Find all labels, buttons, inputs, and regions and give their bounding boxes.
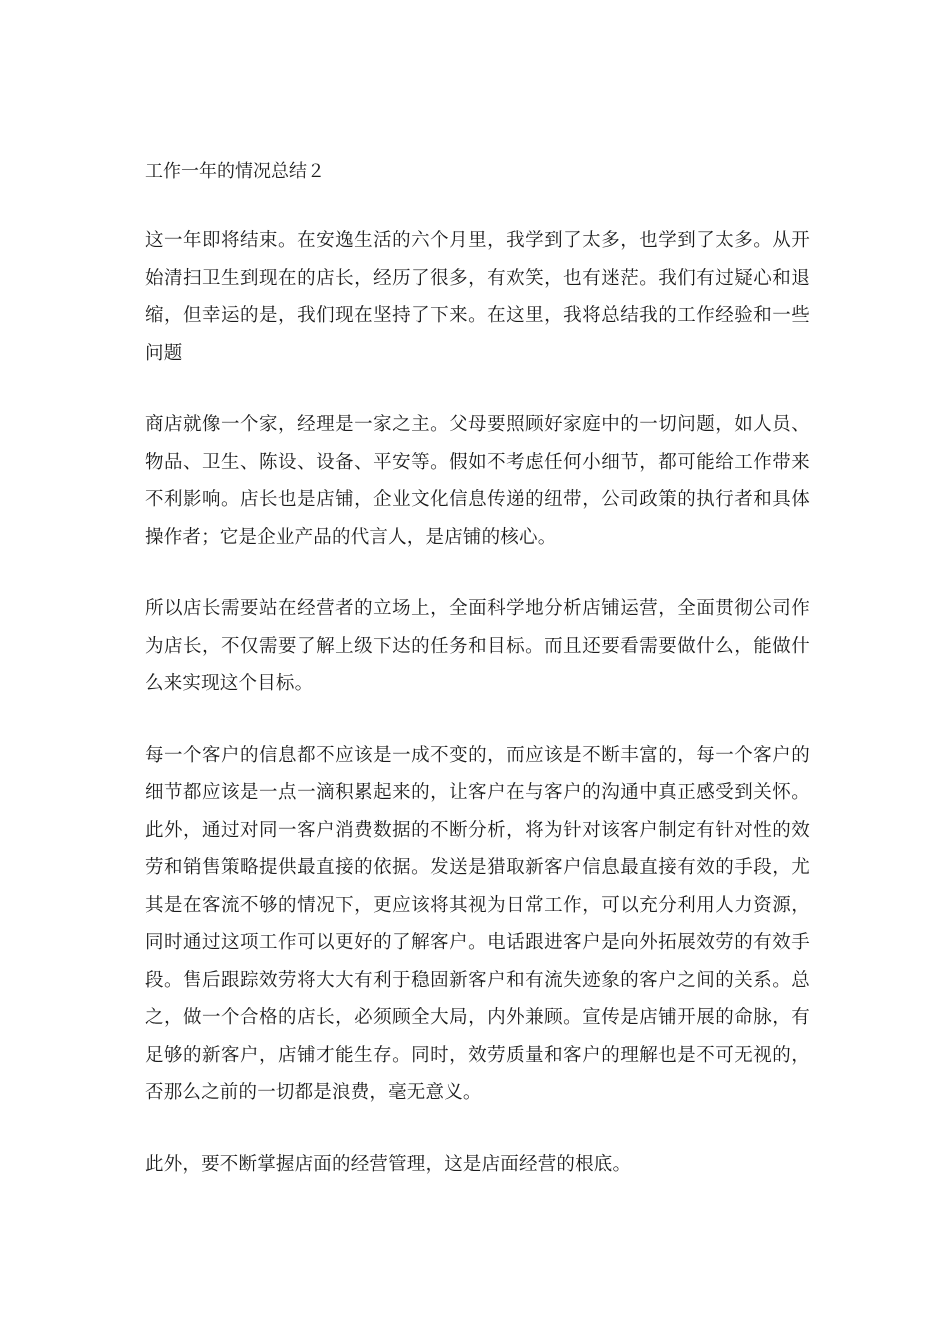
- document-body: [145, 156, 810, 1217]
- paragraph-management: 此外，要不断掌握店面的经营管理，这是店面经营的根底。: [145, 1153, 632, 1175]
- paragraph-customer-info: 每一个客户的信息都不应该是一成不变的，而应该是不断丰富的，每一个客户的细节都应该是一点一滴积累起来的，让客户在与客户的沟通中真正感受到关怀。此外，通过对同一客户消费数据的不断分析，将为针对该客户制定有针对性的效劳和销售策略提供最直接的依据。发送是猎取新客户信息最直接有效的手段，尤其是在客流不够的情况下，更应该将其视为日常工作，可以充分利用人力资源，同时通过这项工作可以更好的了解客户。电话跟进客户是向外拓展效劳的有效手段。售后跟踪效劳将大大有利于稳固新客户和有流失迹象的客户之间的关系。总之，做一个合格的店长，必须顾全大局，内外兼顾。宣传是店铺开展的命脉，有足够的新客户，店铺才能生存。同时，效劳质量和客户的理解也是不可无视的，否那么之前的一切都是浪费，毫无意义。: [145, 744, 810, 1103]
- paragraph-store-as-home: 商店就像一个家，经理是一家之主。父母要照顾好家庭中的一切问题，如人员、物品、卫生、陈设、设备、平安等。假如不考虑任何小细节，都可能给工作带来不利影响。店长也是店铺，企业文化信息传递的纽带，公司政策的执行者和具体操作者；它是企业产品的代言人，是店铺的核心。: [145, 414, 810, 548]
- document-title: 工作一年的情况总结２: [145, 161, 325, 182]
- paragraph-manager-role: 所以店长需要站在经营者的立场上，全面科学地分析店铺运营，全面贯彻公司作为店长，不仅需要了解上级下达的任务和目标。而且还要看需要做什么，能做什么来实现这个目标。: [145, 598, 810, 694]
- paragraph-intro: 这一年即将结束。在安逸生活的六个月里，我学到了太多，也学到了太多。从开始清扫卫生到现在的店长，经历了很多，有欢笑，也有迷茫。我们有过疑心和退缩，但幸运的是，我们现在坚持了下来。在这里，我将总结我的工作经验和一些问题: [145, 230, 810, 364]
